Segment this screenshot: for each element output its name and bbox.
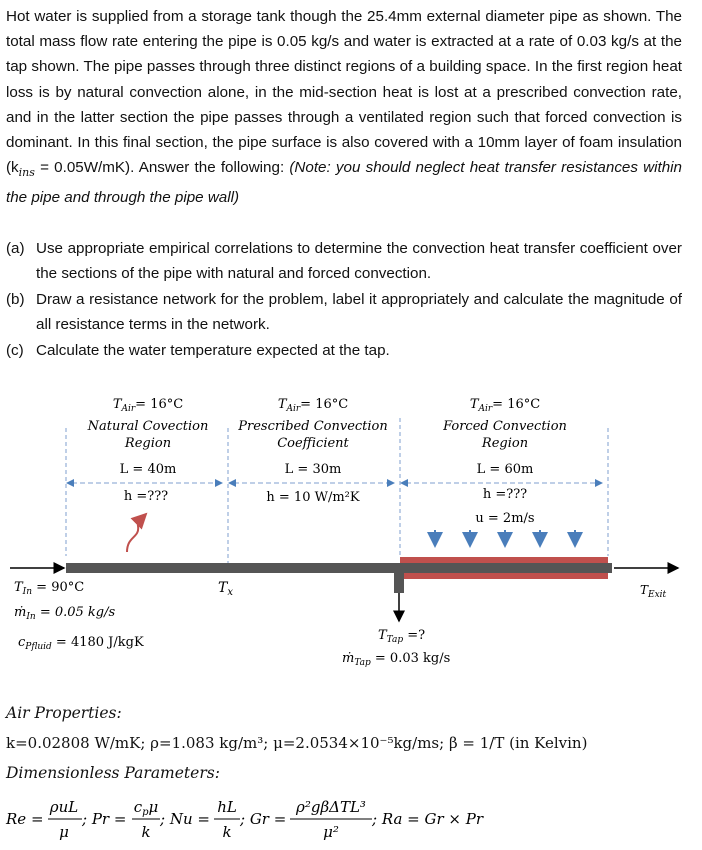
inlet-mass-flow: ṁ$_{In}$ = 0.05 kg/s	[14, 605, 116, 622]
question-b	[6, 287, 682, 337]
region2-tair: $T_{Air}= 16^\circ C$	[277, 397, 349, 414]
region1-tair: $T_{Air}= 16^\circ C$	[112, 397, 184, 414]
re-label: Re =	[6, 810, 44, 828]
question-c	[6, 338, 682, 363]
question-text: Use appropriate empirical correlations to determine the convection heat transfer coefficient over the sections of the pipe with natural and forced convection.	[36, 240, 682, 283]
kins-value: = 0.05W/mK). Answer the following:	[34, 159, 290, 177]
pr-numerator: $c_p\mu$	[133, 798, 159, 818]
question-label: (a)	[6, 240, 25, 257]
gr-label: ; Gr =	[240, 810, 287, 828]
tx-label: $T_x$	[218, 580, 233, 598]
fluid-cp: $c_{Pfluid} = 4180$ J/kgK	[18, 635, 144, 652]
problem-statement	[6, 4, 682, 211]
tap-stub	[394, 563, 404, 593]
region1-length: L = 40m	[119, 462, 177, 477]
question-text: Calculate the water temperature expected at the tap.	[36, 342, 390, 359]
length-arrow-start	[228, 479, 236, 487]
question-label: (c)	[6, 342, 24, 359]
nu-numerator: hL	[217, 798, 237, 816]
region1-h: h =???	[123, 489, 169, 504]
problem-text: Hot water is supplied from a storage tank though the 25.4mm external diameter pipe as shown. The total mass flow rate entering the pipe is 0.05 kg/s and water is extracted at a rate of 0.03 kg/s at the tap shown. The pipe passes through three distinct regions of a building space. In the first region heat loss is by natural convection alone, in the mid-section heat is lost at a prescribed convection rate, and in the latter section the pipe passes through a ventilated region such that forced convection is dominant. In this final section, the pipe surface is also covered with a 10mm layer of foam insulation (k	[6, 8, 682, 177]
nu-label: ; Nu =	[160, 810, 210, 828]
question-a	[6, 236, 682, 286]
problem-note: (Note: you should neglect heat transfer resistances within the pipe and through the pipe wall)	[6, 159, 682, 207]
re-denominator: μ	[59, 823, 69, 841]
natural-convection-arrow	[127, 514, 146, 552]
region1-name2: Region	[124, 436, 172, 451]
air-properties-heading: Air Properties:	[6, 704, 122, 722]
length-arrow-start	[66, 479, 74, 487]
pr-label: ; Pr =	[82, 810, 127, 828]
pipe	[66, 563, 612, 573]
gr-numerator: ρ²gβΔTL³	[296, 798, 366, 816]
region2-h: h = 10 W/m²K	[266, 490, 360, 505]
pr-denominator: k	[141, 823, 151, 841]
region1-name: Natural Covection	[87, 419, 209, 434]
forced-convection-arrows	[435, 530, 575, 546]
length-arrow-start	[400, 479, 408, 487]
tap-mass-flow: ṁ$_{Tap}$ = 0.03 kg/s	[342, 651, 451, 668]
region2-name: Prescribed Convection	[238, 419, 388, 434]
tap-temperature: $T_{Tap}$ =?	[378, 628, 426, 645]
region3-velocity: u = 2m/s	[475, 511, 535, 526]
region3-tair: $T_{Air}= 16^\circ C$	[469, 397, 541, 414]
dimensionless-heading: Dimensionless Parameters:	[6, 764, 220, 782]
re-numerator: ρuL	[49, 798, 79, 816]
pipe-diagram	[0, 388, 702, 688]
region2-name2: Coefficient	[277, 436, 349, 451]
question-text: Draw a resistance network for the problem, label it appropriately and calculate the magnitude of all resistance terms in the network.	[36, 291, 682, 334]
region3-name2: Region	[481, 436, 529, 451]
air-properties-line: k=0.02808 W/mK; ρ=1.083 kg/m³; μ=2.0534×10⁻⁵kg/ms; β = 1/T (in Kelvin)	[6, 734, 588, 752]
inlet-temperature: $T_{In} = 90^\circ C$	[14, 580, 85, 597]
dimensionless-formulas	[0, 788, 702, 848]
ra-formula: ; Ra = Gr × Pr	[372, 810, 484, 828]
region3-length: L = 60m	[476, 462, 534, 477]
gr-denominator: μ²	[323, 823, 339, 841]
region3-name: Forced Convection	[443, 419, 567, 434]
nu-denominator: k	[222, 823, 232, 841]
region3-h: h =???	[482, 487, 528, 502]
region2-length: L = 30m	[284, 462, 342, 477]
exit-temperature: $T_{Exit}$	[640, 583, 667, 600]
question-label: (b)	[6, 291, 25, 308]
kins-subscript: ins	[18, 166, 35, 180]
